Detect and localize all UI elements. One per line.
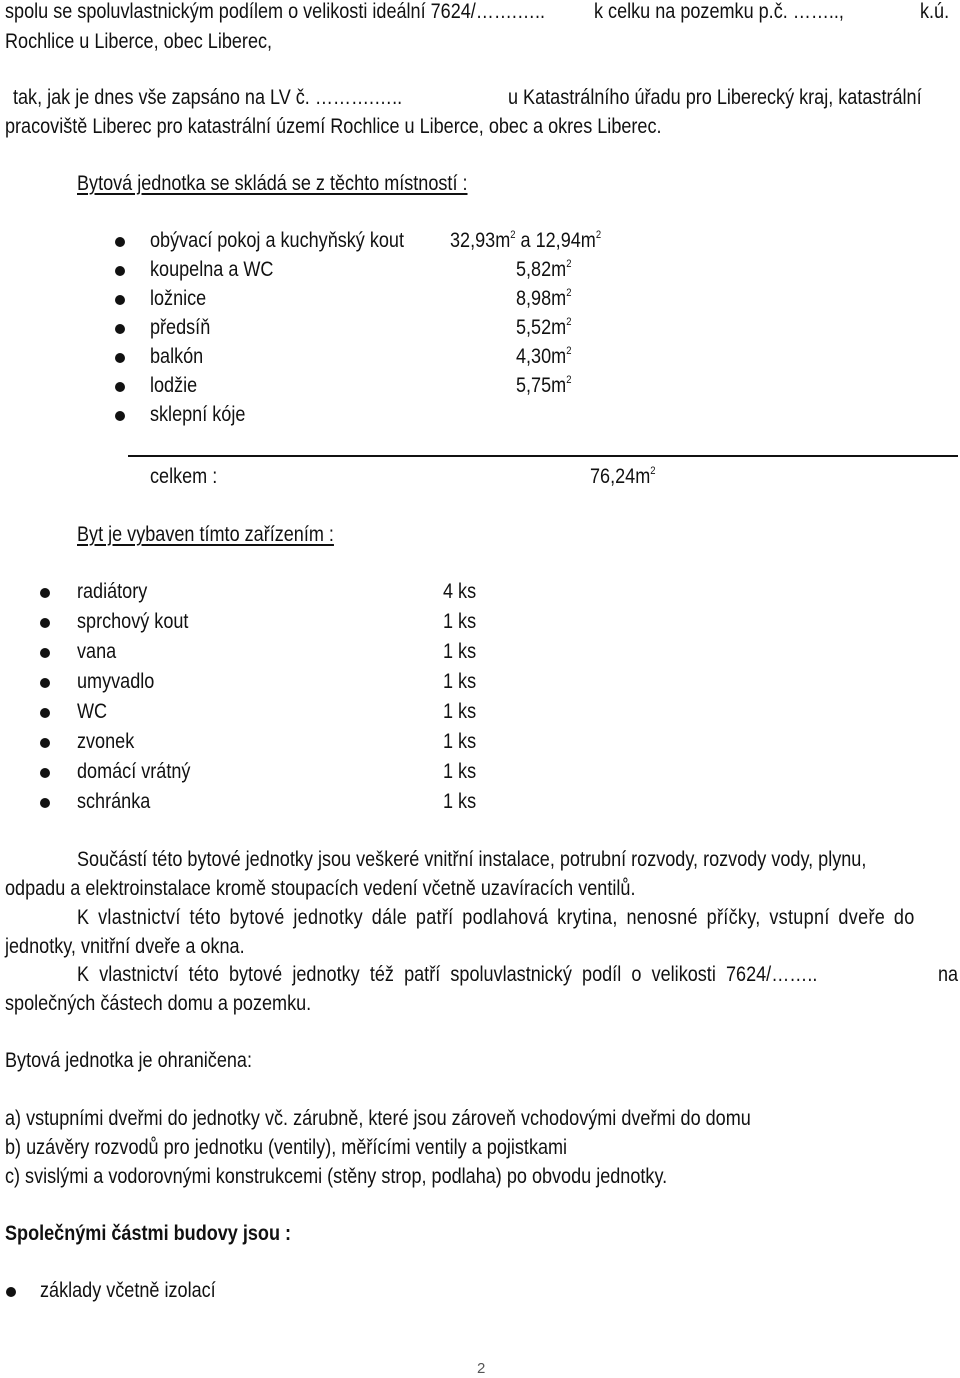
paragraph-3-line-1: K vlastnictví této bytové jednotky též patří spoluvlastnický podíl o velikosti 7624/…….. — [77, 963, 818, 986]
intro-line-1c: k.ú. — [920, 0, 950, 23]
intro-line-1a: spolu se spoluvlastnickým podílem o velikosti ideální 7624/…….….. — [5, 0, 546, 23]
bullet-icon — [115, 382, 125, 392]
equipment-qty: 1 ks — [443, 760, 477, 783]
equipment-qty: 1 ks — [443, 700, 477, 723]
common-heading: Společnými částmi budovy jsou : — [5, 1222, 292, 1245]
intro-line-2: Rochlice u Liberce, obec Liberec, — [5, 30, 273, 53]
room-name: koupelna a WC — [150, 258, 274, 281]
rooms-heading: Bytová jednotka se skládá se z těchto místností : — [77, 172, 468, 195]
equipment-name: umyvadlo — [77, 670, 155, 693]
equipment-qty: 1 ks — [443, 730, 477, 753]
bullet-icon — [40, 708, 50, 718]
equipment-qty: 1 ks — [443, 790, 477, 813]
bullet-icon — [40, 798, 50, 808]
intro-line-1b: k celku na pozemku p.č. …….., — [594, 0, 844, 23]
bullet-icon — [115, 266, 125, 276]
equipment-name: zvonek — [77, 730, 135, 753]
intro-line-4: pracoviště Liberec pro katastrální území Rochlice u Liberce, obec a okres Liberec. — [5, 115, 662, 138]
bounded-item-a: a) vstupními dveřmi do jednotky vč. zárubně, které jsou zároveň vchodovými dveřmi do domu — [5, 1107, 751, 1130]
bullet-icon — [40, 768, 50, 778]
room-name: předsíň — [150, 316, 211, 339]
intro-line-3b: u Katastrálního úřadu pro Liberecký kraj, katastrální — [508, 86, 922, 109]
room-name: ložnice — [150, 287, 207, 310]
paragraph-2-line-1: K vlastnictví této bytové jednotky dále patří podlahová krytina, nenosné příčky, vstupní dveře do — [77, 906, 915, 929]
total-label: celkem : — [150, 465, 218, 488]
total-value: $76,24m^2$ — [590, 465, 656, 488]
bullet-icon — [115, 324, 125, 334]
bullet-icon — [40, 588, 50, 598]
equipment-name: sprchový kout — [77, 610, 189, 633]
paragraph-1-line-1: Součástí této bytové jednotky jsou veškeré vnitřní instalace, potrubní rozvody, rozvody vody, plynu, — [77, 848, 867, 871]
bullet-icon — [115, 353, 125, 363]
bounded-heading: Bytová jednotka je ohraničena: — [5, 1049, 252, 1072]
equipment-name: vana — [77, 640, 117, 663]
room-area: $5,82m^2$ — [516, 258, 572, 281]
paragraph-1-line-2: odpadu a elektroinstalace kromě stoupacích vedení včetně uzavíracích ventilů. — [5, 877, 636, 900]
room-name: sklepní kóje — [150, 403, 246, 426]
common-item: základy včetně izolací — [40, 1279, 216, 1302]
room-name: lodžie — [150, 374, 198, 397]
total-rule — [128, 455, 958, 457]
equipment-heading: Byt je vybaven tímto zařízením : — [77, 523, 334, 546]
equipment-qty: 1 ks — [443, 670, 477, 693]
bullet-icon — [115, 411, 125, 421]
bounded-item-b: b) uzávěry rozvodů pro jednotku (ventily), měřícími ventily a pojistkami — [5, 1136, 568, 1159]
paragraph-3-line-2: společných částech domu a pozemku. — [5, 992, 312, 1015]
bullet-icon — [40, 648, 50, 658]
bounded-item-c: c) svislými a vodorovnými konstrukcemi (stěny strop, podlaha) po obvodu jednotky. — [5, 1165, 668, 1188]
paragraph-2-line-2: jednotky, vnitřní dveře a okna. — [5, 935, 245, 958]
intro-line-3a: tak, jak je dnes vše zapsáno na LV č. ……….….. — [13, 86, 403, 109]
equipment-name: radiátory — [77, 580, 148, 603]
room-name: balkón — [150, 345, 204, 368]
equipment-name: domácí vrátný — [77, 760, 191, 783]
room-name: obývací pokoj a kuchyňský kout — [150, 229, 404, 252]
bullet-icon — [40, 738, 50, 748]
page-number: 2 — [477, 1360, 486, 1377]
equipment-name: WC — [77, 700, 108, 723]
bullet-icon — [6, 1287, 16, 1297]
bullet-icon — [40, 678, 50, 688]
room-area: $4,30m^2$ — [516, 345, 572, 368]
room-area: $5,52m^2$ — [516, 316, 572, 339]
bullet-icon — [115, 237, 125, 247]
room-area: $8,98m^2$ — [516, 287, 572, 310]
equipment-qty: 1 ks — [443, 610, 477, 633]
room-area: $5,75m^2$ — [516, 374, 572, 397]
equipment-qty: 1 ks — [443, 640, 477, 663]
equipment-qty: 4 ks — [443, 580, 477, 603]
paragraph-3-line-1-end: na — [938, 963, 959, 986]
equipment-name: schránka — [77, 790, 151, 813]
bullet-icon — [115, 295, 125, 305]
bullet-icon — [40, 618, 50, 628]
room-area: $32,93m^2$ a $12,94m^2$ — [450, 229, 602, 252]
